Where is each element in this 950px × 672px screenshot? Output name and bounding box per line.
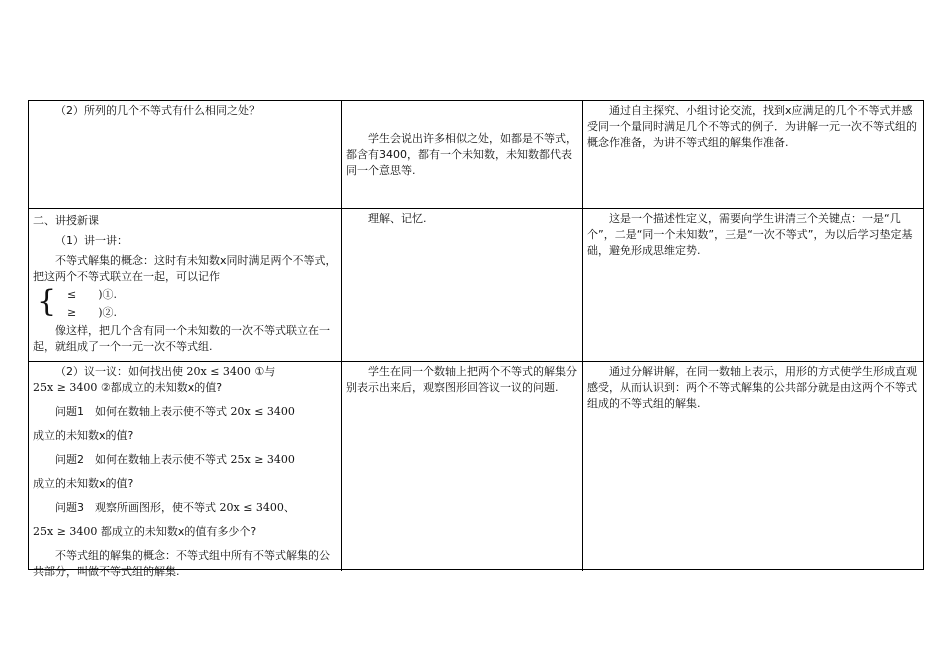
table-row	[29, 209, 923, 362]
system-line-1: ≤ )①.	[67, 288, 118, 301]
definition-text: 像这样，把几个含有同一个未知数的一次不等式联立在一起，就组成了一个一元一次不等式组.	[33, 324, 330, 353]
definition-text: 不等式解集的概念：这时有未知数x同时满足两个不等式，把这两个不等式联立在一起，可以记作	[33, 254, 337, 283]
table-cell	[342, 209, 583, 361]
table-cell	[29, 101, 342, 208]
student-activity-text: 学生会说出许多相似之处，如都是不等式，都含有3400，都有一个未知数，未知数都代表同一个意思等.	[346, 132, 577, 177]
table-cell	[583, 362, 924, 571]
table-cell	[29, 209, 342, 361]
question-1-tail: 成立的未知数x的值?	[33, 429, 134, 442]
solution-set-definition: 不等式组的解集的概念：不等式组中所有不等式解集的公共部分，叫做不等式组的解集.	[33, 549, 330, 578]
table-cell	[29, 362, 342, 578]
discussion-text: （2）议一议：如何找出使 20x ≤ 3400 ①与 25x ≥ 3400 ②都成立的未知数x的值?	[33, 365, 276, 394]
question-text: （2）所列的几个不等式有什么相同之处？	[55, 104, 260, 117]
table-cell	[342, 362, 583, 571]
student-activity-text: 学生在同一个数轴上把两个不等式的解集分别表示出来后，观察图形回答议一议的问题.	[346, 365, 577, 394]
system-line-2: ≥ )②.	[67, 306, 118, 319]
design-intent-text: 通过分解讲解，在同一数轴上表示，用形的方式使学生形成直观感受，从而认识到：两个不等式解集的公共部分就是由这两个不等式组成的不等式组的解集.	[587, 365, 917, 410]
table-row	[29, 101, 923, 209]
question-2-tail: 成立的未知数x的值?	[33, 477, 134, 490]
student-activity-text: 理解、记忆.	[368, 212, 427, 225]
question-2: 问题2 如何在数轴上表示使不等式 25x ≥ 3400	[55, 453, 295, 466]
table-cell	[583, 209, 924, 361]
table-row	[29, 362, 923, 578]
lesson-table	[28, 100, 924, 578]
table-cell	[583, 101, 924, 208]
subsection-label: （1）讲一讲：	[55, 234, 128, 247]
question-3-tail: 25x ≥ 3400 都成立的未知数x的值有多少个?	[33, 525, 257, 538]
design-intent-text: 这是一个描述性定义，需要向学生讲清三个关键点：一是“几个”，二是“同一个未知数”，三是“一次不等式”，为以后学习垫定基础，避免形成思维定势.	[587, 212, 913, 257]
table-cell	[342, 101, 583, 208]
inequality-system: { ≤ )①. ≥ )②.	[37, 284, 118, 319]
section-heading: 二、讲授新课	[33, 214, 99, 227]
question-3: 问题3 观察所画图形，使不等式 20x ≤ 3400、	[55, 501, 295, 514]
design-intent-text: 通过自主探究、小组讨论交流，找到x应满足的几个不等式并感受同一个量同时满足几个不等式的例子．为讲解一元一次不等式组的概念作准备，为讲不等式组的解集作准备.	[587, 104, 917, 149]
question-1: 问题1 如何在数轴上表示使不等式 20x ≤ 3400	[55, 405, 295, 418]
